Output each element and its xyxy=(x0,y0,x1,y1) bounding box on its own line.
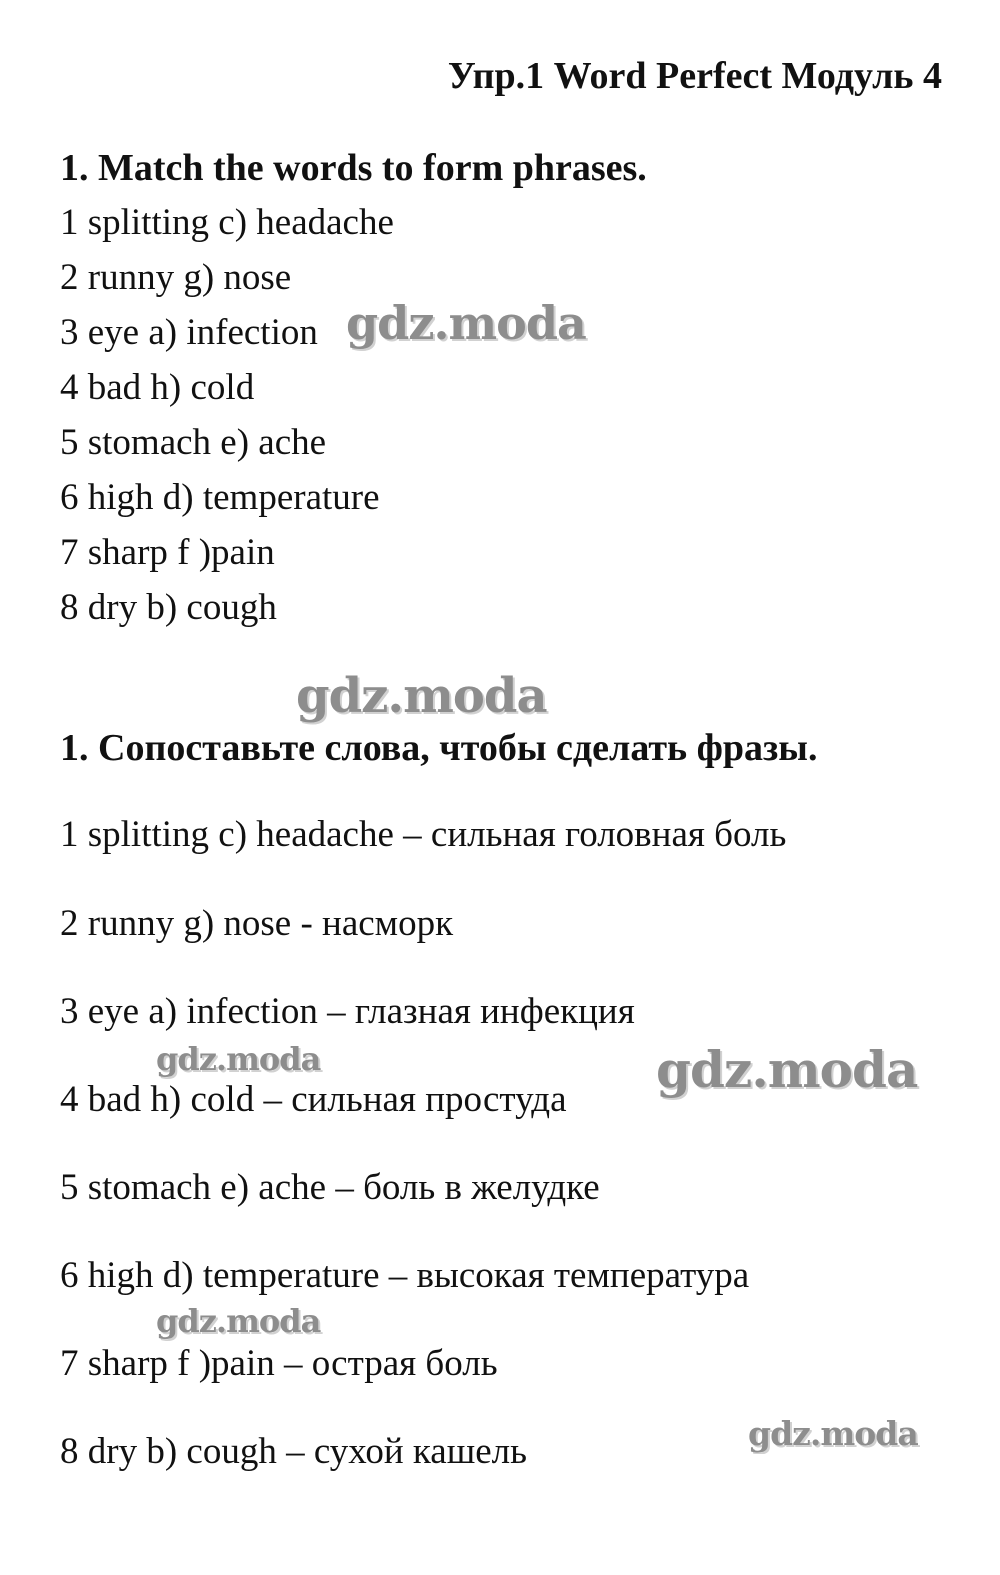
translation-item: 7 sharp f )pain – острая боль xyxy=(60,1343,498,1384)
watermark: gdz.moda xyxy=(346,296,586,350)
phrase-item: 7 sharp f )pain xyxy=(60,532,275,573)
phrase-item: 5 stomach e) ache xyxy=(60,422,327,463)
phrase-item: 2 runny g) nose xyxy=(60,257,292,298)
watermark: gdz.moda xyxy=(156,1040,321,1078)
watermark: gdz.moda xyxy=(748,1414,918,1453)
section-heading-ru: 1. Сопоставьте слова, чтобы сделать фразы. xyxy=(60,727,818,769)
phrase-item: 6 high d) temperature xyxy=(60,477,380,518)
page-title: Упр.1 Word Perfect Модуль 4 xyxy=(447,55,942,97)
phrase-item: 8 dry b) cough xyxy=(60,587,277,628)
watermark: gdz.moda xyxy=(656,1040,918,1099)
watermark: gdz.moda xyxy=(296,668,547,724)
watermark: gdz.moda xyxy=(156,1302,321,1340)
phrase-item: 3 eye a) infection xyxy=(60,312,318,353)
translation-item: 1 splitting c) headache – сильная головная боль xyxy=(60,814,787,855)
translation-item: 6 high d) temperature – высокая температура xyxy=(60,1255,750,1296)
translation-item: 2 runny g) nose - насморк xyxy=(60,903,454,944)
translation-item: 3 eye a) infection – глазная инфекция xyxy=(60,991,635,1032)
translation-item: 5 stomach e) ache – боль в желудке xyxy=(60,1167,600,1208)
phrase-item: 1 splitting c) headache xyxy=(60,202,394,243)
translation-item: 8 dry b) cough – сухой кашель xyxy=(60,1431,527,1472)
section-heading-en: 1. Match the words to form phrases. xyxy=(60,147,647,189)
translation-item: 4 bad h) cold – сильная простуда xyxy=(60,1079,567,1120)
phrase-item: 4 bad h) cold xyxy=(60,367,255,408)
